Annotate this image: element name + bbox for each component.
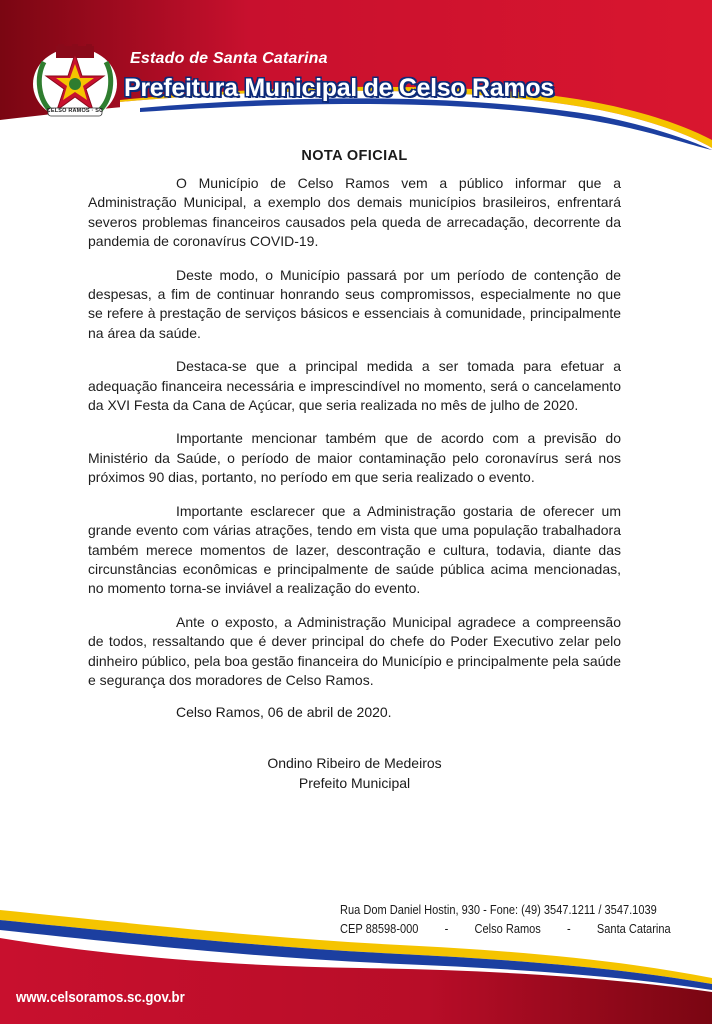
paragraph-2: Deste modo, o Município passará por um período de contenção de despesas, a fim de continuar honrando seus compromissos, especialmente no que se refere à prestação de serviços básicos e essenciais à comunidade, principalmente na área da saúde. xyxy=(88,266,621,341)
website-link[interactable]: www.celsoramos.sc.gov.br xyxy=(16,989,185,1006)
document-body xyxy=(88,148,621,793)
letterhead-header xyxy=(0,0,712,150)
footer-state: Santa Catarina xyxy=(596,921,671,936)
date-line: Celso Ramos, 06 de abril de 2020. xyxy=(176,704,392,721)
footer-separator: - xyxy=(567,921,571,936)
state-name: Estado de Santa Catarina xyxy=(130,50,328,67)
footer-cep: CEP 88598-000 xyxy=(340,921,419,936)
paragraph-3: Destaca-se que a principal medida a ser tomada para efetuar a adequação financeira necessária e imprescindível no momento, será o cancelamento da XVI Festa da Cana de Açúcar, que seria realizada no mês de julho de 2020. xyxy=(88,358,621,414)
letterhead-footer xyxy=(0,890,712,1024)
paragraph-5: Importante esclarecer que a Administração gostaria de oferecer um grande evento com várias atrações, tendo em vista que uma população trabalhadora também merece momentos de lazer, descontração e cultura, todavia, diante das circunstâncias econômicas e principalmente de saúde pública acima mencionadas, no momento torna-se inviável a realização do evento. xyxy=(88,502,621,597)
municipality-name: Prefeitura Municipal de Celso Ramos xyxy=(124,74,554,102)
signatory-name: Ondino Ribeiro de Medeiros xyxy=(267,755,442,772)
document-title: NOTA OFICIAL xyxy=(301,148,408,164)
footer-separator: - xyxy=(444,921,449,936)
paragraph-6: Ante o exposto, a Administração Municipal agradece a compreensão de todos, ressaltando que é dever principal do chefe do Poder Executivo zelar pelo dinheiro público, pela boa gestão financeira do Município e principalmente pela saúde e segurança dos moradores de Celso Ramos. xyxy=(88,613,621,688)
footer-cep-line xyxy=(340,921,671,936)
paragraph-1: O Município de Celso Ramos vem a público informar que a Administração Municipal, a exemplo dos demais municípios brasileiros, enfrentará severos problemas financeiros causados pela queda de arrecadação, decorrente da pandemia de coronavírus COVID-19. xyxy=(88,175,621,250)
signature-block xyxy=(88,754,621,793)
footer-city: Celso Ramos xyxy=(474,921,541,936)
paragraph-4: Importante mencionar também que de acordo com a previsão do Ministério da Saúde, o período de maior contaminação pelo coronavírus será nos próximos 90 dias, portanto, no período em que seria realizado o evento. xyxy=(88,430,621,486)
signatory-role: Prefeito Municipal xyxy=(298,774,411,791)
crest-caption: CELSO RAMOS · SC xyxy=(46,108,104,114)
footer-address: Rua Dom Daniel Hostin, 930 - Fone: (49) 3547.1211 / 3547.1039 xyxy=(340,902,657,917)
